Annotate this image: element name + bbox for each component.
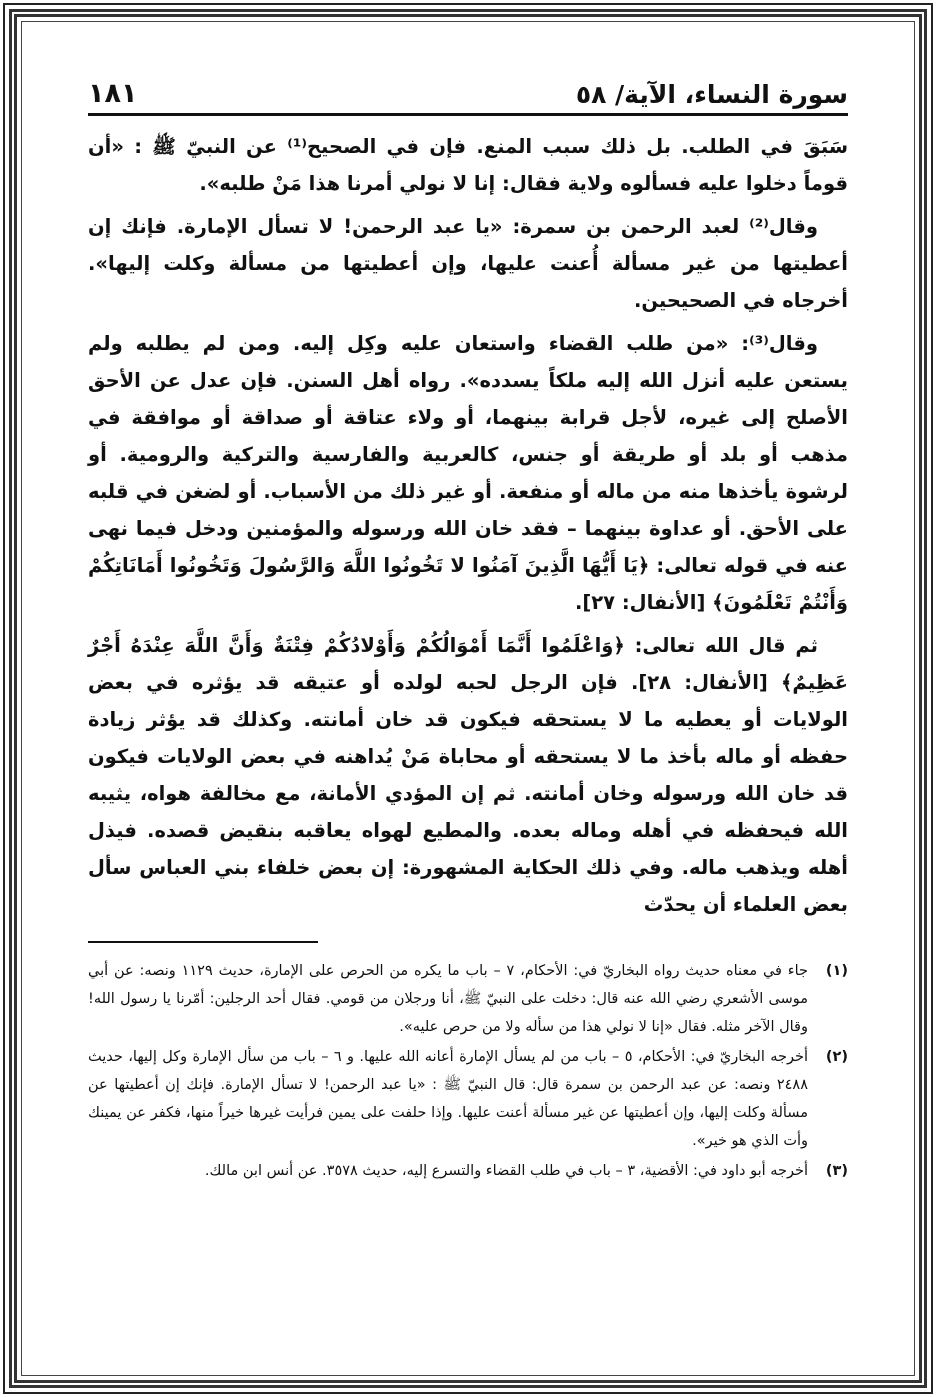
footnote <box>88 1157 848 1185</box>
footnote-number: (٢) <box>825 1049 848 1065</box>
paragraph: وقال⁽³⁾: «من طلب القضاء واستعان عليه وكِل إليه. ومن لم يطلبه ولم يستعن عليه أنزل الله إليه ملكاً يسدده». رواه أهل السنن. فإن عدل عن الأحق الأصلح إلى غيره، لأجل قرابة بينهما، أو ولاء عتاقة أو صداقة أو موافقة في مذهب أو بلد أو طريقة أو جنس، كالعربية والفارسية والتركية والرومية. أو لرشوة يأخذها منه من ماله أو منفعة. أو غير ذلك من الأسباب. أو لضغن في قلبه على الأحق. أو عداوة بينهما – فقد خان الله ورسوله والمؤمنين ودخل فيما نهى عنه في قوله تعالى: ﴿يَا أَيُّهَا الَّذِينَ آمَنُوا لا تَخُونُوا اللَّهَ وَالرَّسُولَ وَتَخُونُوا أَمَانَاتِكُمْ وَأَنْتُمْ تَعْلَمُونَ﴾ [الأنفال: ٢٧]. <box>88 332 848 614</box>
footnote-text: أخرجه أبو داود في: الأقضية، ٣ – باب في طلب القضاء والتسرع إليه، حديث ٣٥٧٨. عن أنس ابن مالك. <box>204 1163 808 1179</box>
running-header <box>88 68 848 116</box>
footnote-separator <box>88 941 318 943</box>
main-text <box>88 128 848 923</box>
paragraph: وقال⁽²⁾ لعبد الرحمن بن سمرة: «يا عبد الرحمن! لا تسأل الإمارة. فإنك إن أعطيتها من غير مسألة أُعنت عليها، وإن أعطيتها من مسألة وكلت إليها». أخرجاه في الصحيحين. <box>88 215 848 312</box>
footnote <box>88 957 848 1041</box>
footnotes <box>88 957 848 1185</box>
book-page <box>88 68 848 1338</box>
paragraph: ثم قال الله تعالى: ﴿وَاعْلَمُوا أَنَّمَا أَمْوَالُكُمْ وَأَوْلادُكُمْ فِتْنَةٌ وَأَنَّ اللَّهَ عِنْدَهُ أَجْرٌ عَظِيمٌ﴾ [الأنفال: ٢٨]. فإن الرجل لحبه لولده أو عتيقه قد يؤثره في بعض الولايات أو يعطيه ما لا يستحقه فيكون قد خان أمانته. وكذلك قد يؤثر زيادة حفظه أو ماله بأخذ ما لا يستحقه أو محاباة مَنْ يُداهنه في بعض الولايات فيكون قد خان الله ورسوله وخان أمانته. ثم إن المؤدي الأمانة، مع مخالفة هواه، يثيبه الله فيحفظه في أهله وماله بعده. والمطيع لهواه يعاقبه بنقيض قصده. فيذل أهله ويذهب ماله. وفي ذلك الحكاية المشهورة: إن بعض خلفاء بني العباس سأل بعض العلماء أن يحدّث <box>88 634 848 916</box>
footnote-number: (١) <box>825 963 848 979</box>
footnote-text: أخرجه البخاريّ في: الأحكام، ٥ – باب من لم يسأل الإمارة أعانه الله عليها. و ٦ – باب من سأل الإمارة وكل إليها، حديث ٢٤٨٨ ونصه: عن عبد الرحمن بن سمرة قال: قال النبيّ ﷺ : «يا عبد الرحمن! لا تسأل الإمارة. فإنك إن أعطيتها عن مسألة وكلت إليها، وإن أعطيتها عن غير مسألة أعنت عليها. وإذا حلفت على يمين فرأيت غيرها خيراً منها، فكفر عن يمينك وأت الذي هو خير». <box>88 1049 808 1149</box>
page-number: ١٨١ <box>88 78 138 109</box>
surah-title: سورة النساء، الآية/ ٥٨ <box>575 80 848 109</box>
footnote-text: جاء في معناه حديث رواه البخاريّ في: الأحكام، ٧ – باب ما يكره من الحرص على الإمارة، حديث ١١٢٩ ونصه: عن أبي موسى الأشعري رضي الله عنه قال: دخلت على النبيّ ﷺ، أنا ورجلان من قومي. فقال أحد الرجلين: أمّرنا يا رسول الله! وقال الآخر مثله. فقال «إنا لا نولي هذا من سأله ولا من حرص عليه». <box>88 963 809 1035</box>
footnote-number: (٣) <box>825 1163 848 1179</box>
footnote <box>88 1043 848 1155</box>
paragraph: سَبَقَ في الطلب. بل ذلك سبب المنع. فإن في الصحيح⁽¹⁾ عن النبيّ ﷺ : «أن قوماً دخلوا عليه فسألوه ولاية فقال: إنا لا نولي أمرنا هذا مَنْ طلبه». <box>88 135 849 195</box>
